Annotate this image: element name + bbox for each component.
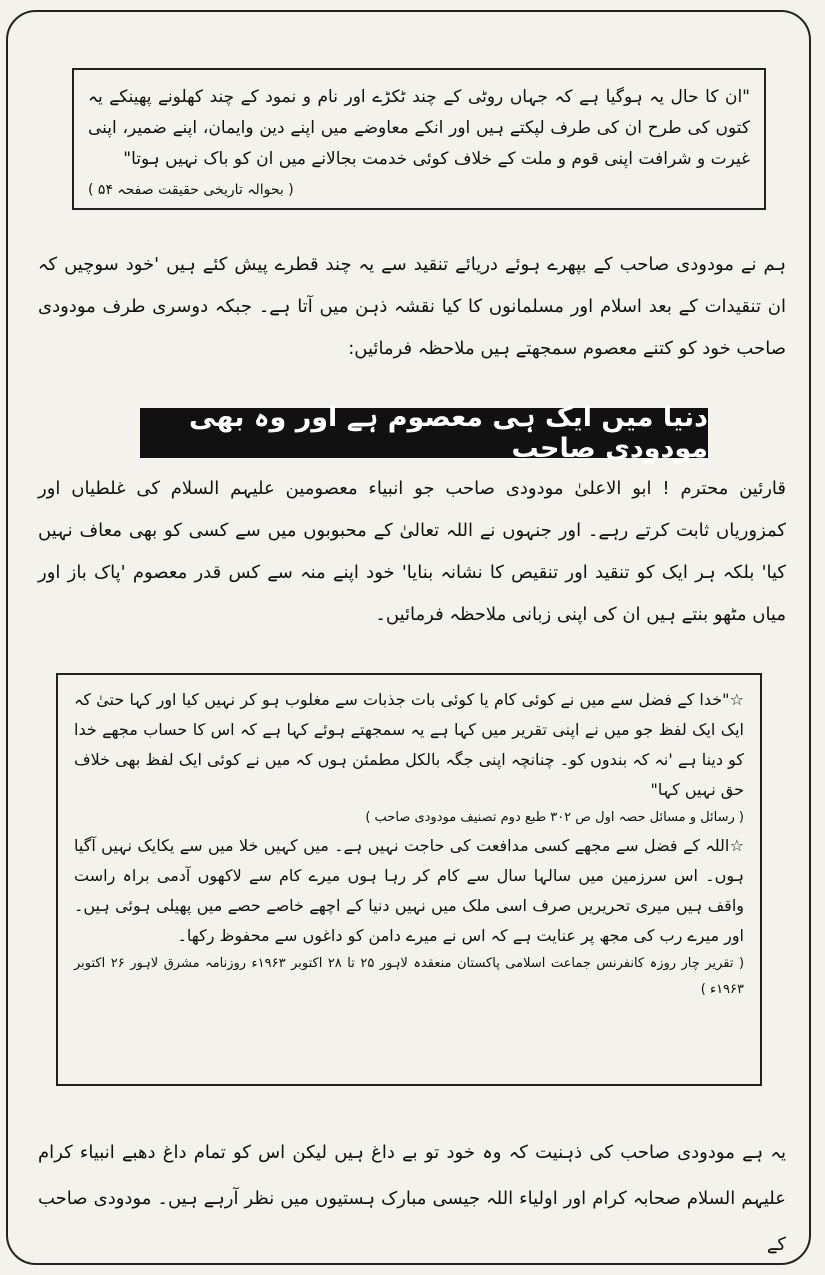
quote-box-1 (72, 68, 766, 210)
quote-1-citation: ( بحوالہ تاریخی حقیقت صفحہ ۵۴ ) (88, 182, 294, 198)
quote-2-cite-a: ( رسائل و مسائل حصہ اول ص ۳۰۲ طبع دوم تصنیف مودودی صاحب ) (365, 810, 744, 825)
quote-2-cite-b: ( تقریر چار روزہ کانفرنس جماعت اسلامی پاکستان منعقدہ لاہور ۲۵ تا ۲۸ اکتوبر ۱۹۶۳ء روزنامہ مشرق لاہور ۲۶ اکتوبر ۱۹۶۳ء ) (74, 956, 745, 997)
section-heading: دنیا میں ایک ہی معصوم ہے اور وہ بھی مودودی صاحب (140, 408, 708, 458)
paragraph-1: ہم نے مودودی صاحب کے بپھرے ہوئے دریائے تنقید سے یہ چند قطرے پیش کئے ہیں 'خود سوچیں کہ ان تنقیدات کے بعد اسلام اور مسلمانوں کا کیا نقشہ ذہن میں آتا ہے۔ جبکہ دوسری طرف مودودی صاحب خود کو کتنے معصوم سمجھتے ہیں ملاحظہ فرمائیں: (38, 254, 786, 359)
quote-2-para-a: ☆"خدا کے فضل سے میں نے کوئی کام یا کوئی بات جذبات سے مغلوب ہو کر نہیں کیا اور کہا حتیٰ کہ ایک ایک لفظ جو میں نے اپنی تقریر میں کہا ہے یہ سمجھتے ہوئے کہا ہے کہ اس کا حساب مجھے خدا کو دینا ہے 'نہ کہ بندوں کو۔ چنانچہ اپنی جگہ بالکل مطمئن ہوں کہ میں نے کوئی ایک لفظ بھی خلاف حق نہیں کہا" (74, 690, 744, 799)
quote-2-para-b: ☆اللہ کے فضل سے مجھے کسی مدافعت کی حاجت نہیں ہے۔ میں کہیں خلا میں سے یکایک نہیں آگیا ہوں۔ اس سرزمین میں سالہا سال سے کام کر رہا ہوں میرے کام سے لاکھوں آدمی براہ راست واقف ہیں میری تحریریں صرف اسی ملک میں نہیں دنیا کے اچھے خاصے حصے میں پھیلی ہوئی ہیں۔ اور میرے رب کی مجھ پر عنایت ہے کہ اس نے میرے دامن کو داغوں سے محفوظ رکھا۔ (74, 836, 744, 945)
paragraph-2: قارئین محترم ! ابو الاعلیٰ مودودی صاحب جو انبیاء معصومین علیہم السلام کی غلطیاں اور کمزوریاں ثابت کرتے رہے۔ اور جنہوں نے اللہ تعالیٰ کے محبوبوں میں سے کسی کو بھی معاف نہیں کیا' بلکہ ہر ایک کو تنقید اور تنقیص کا نشانہ بنایا' خود اپنے منہ سے کس قدر معصوم 'پاک باز اور میاں مٹھو بنتے ہیں ان کی اپنی زبانی ملاحظہ فرمائیں۔ (38, 478, 786, 625)
quote-1-text: "ان کا حال یہ ہوگیا ہے کہ جہاں روٹی کے چند ٹکڑے اور نام و نمود کے چند کھلونے پھینکے یہ کتوں کی طرح ان کی طرف لپکتے ہیں اور انکے معاوضے میں اپنے دین وایمان، اپنے ضمیر، اپنی غیرت و شرافت اپنی قوم و ملت کے خلاف کوئی خدمت بجالانے میں ان کو باک نہیں ہوتا" (88, 87, 750, 169)
quote-box-2 (56, 673, 762, 1086)
paragraph-3: یہ ہے مودودی صاحب کی ذہنیت کہ وہ خود تو بے داغ ہیں لیکن اس کو تمام داغ دھبے انبیاء کرام علیہم السلام صحابہ کرام اور اولیاء اللہ جیسی مبارک ہستیوں میں نظر آرہے ہیں۔ مودودی صاحب کے (38, 1142, 786, 1255)
